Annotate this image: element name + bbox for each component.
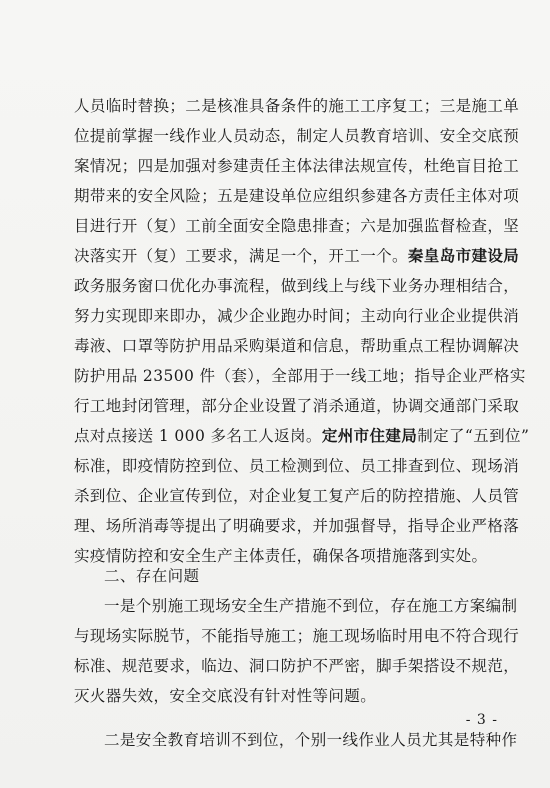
text-line: 与现场实际脱节，不能指导施工；施工现场临时用电不符合现行: [74, 627, 520, 645]
text-line: 杀到位、企业宣传到位，对企业复工复产后的防控措施、人员管: [74, 487, 520, 505]
text-segment: 点对点接送 1 000 多名工人返岗。: [74, 427, 322, 445]
text-line: 案情况；四是加强对参建责任主体法律法规宣传，杜绝盲目抢工: [74, 157, 520, 175]
text-line: 理、场所消毒等提出了明确要求，并加强督导，指导企业严格落: [74, 517, 520, 535]
section-heading: 二、存在问题: [104, 567, 200, 585]
text-line: 位提前掌握一线作业人员动态，制定人员教育培训、安全交底预: [74, 127, 520, 145]
text-line: 期带来的安全风险；五是建设单位应组织参建各方责任主体对项: [74, 187, 520, 205]
emphasis-text: 定州市住建局: [321, 426, 418, 445]
text-line: 行工地封闭管理，部分企业设置了消杀通道，协调交通部门采取: [74, 397, 520, 415]
text-line: 二是安全教育培训不到位，个别一线作业人员尤其是特种作: [104, 731, 518, 749]
text-line: 目进行开（复）工前全面安全隐患排查；六是加强监督检查，坚: [74, 217, 520, 235]
text-line: 毒液、口罩等防护用品采购渠道和信息，帮助重点工程协调解决: [74, 337, 520, 355]
text-line: [74, 426, 530, 446]
text-line: 实疫情防控和安全生产主体责任，确保各项措施落到实处。: [74, 547, 488, 565]
text-line: 政务服务窗口优化办事流程，做到线上与线下业务办理相结合，: [74, 277, 520, 295]
text-line: 标准、规范要求，临边、洞口防护不严密，脚手架搭设不规范，: [74, 657, 520, 675]
text-line: 灭火器失效，安全交底没有针对性等问题。: [74, 687, 377, 705]
text-line: 人员临时替换；二是核准具备条件的施工工序复工；三是施工单: [74, 97, 520, 115]
text-line: 努力实现即来即办，减少企业跑办时间；主动向行业企业提供消: [74, 307, 520, 325]
page-number: - 3 -: [465, 712, 498, 728]
text-segment: 决落实开（复）工要求，满足一个，开工一个。: [74, 247, 408, 265]
text-line: 标准，即疫情防控到位、员工检测到位、员工排查到位、现场消: [74, 457, 520, 475]
text-line: 防护用品 23500 件（套），全部用于一线工地；指导企业严格实: [74, 367, 526, 385]
emphasis-text: 秦皇岛市建设局: [407, 246, 520, 265]
text-segment: 制定了“五到位”: [417, 427, 530, 445]
text-line: 一是个别施工现场安全生产措施不到位，存在施工方案编制: [104, 597, 518, 615]
text-line: [74, 246, 520, 266]
